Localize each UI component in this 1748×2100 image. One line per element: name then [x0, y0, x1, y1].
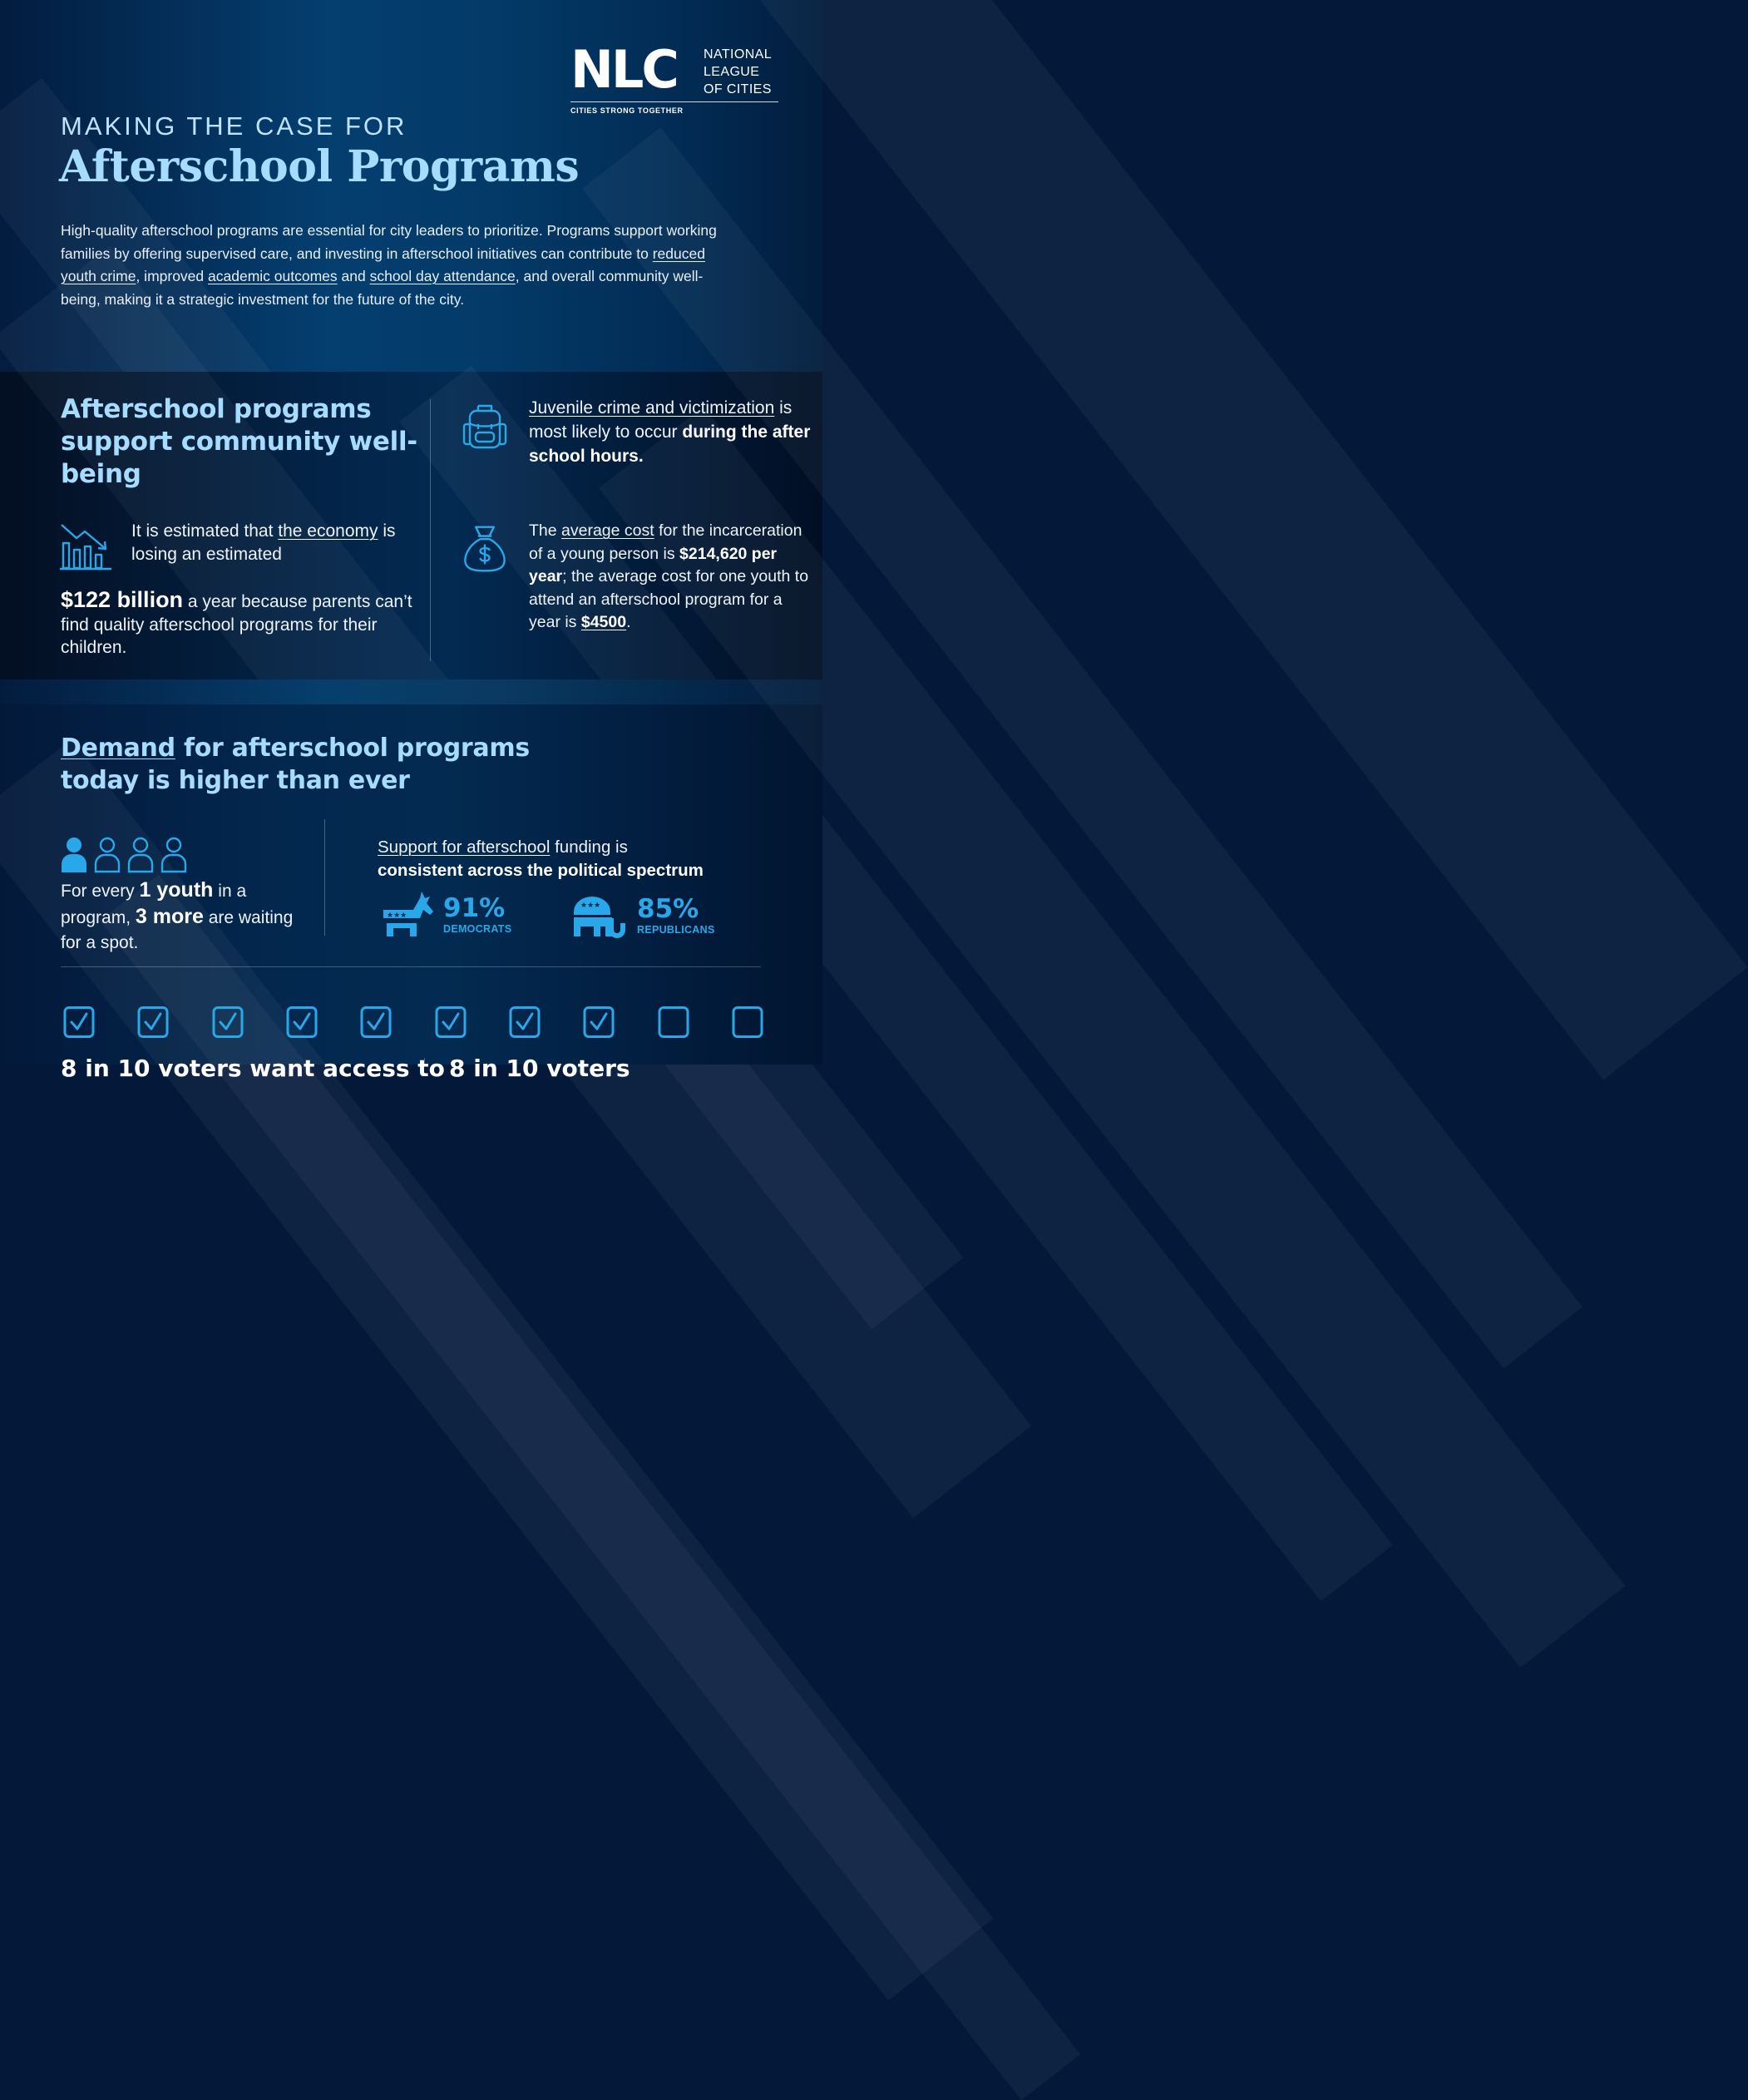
text: is losing an estimated	[131, 521, 396, 564]
logo-tagline: CITIES STRONG TOGETHER	[570, 106, 684, 115]
text: for the incarceration of a young person is	[529, 521, 802, 563]
intro-text: High-quality afterschool programs are essential for city leaders to prioritize. Programs support working families by offering supervised care, and investing in afterschool initiatives can contribute to	[61, 222, 717, 262]
waiting-count: 3 more	[135, 905, 204, 928]
declining-chart-icon	[60, 521, 113, 571]
economy-text	[131, 520, 406, 566]
text: a year because parents can’t find quality afterschool programs for their children.	[61, 592, 412, 657]
crime-text	[529, 396, 812, 468]
checkbox-row	[63, 1006, 763, 1038]
republicans-percent: 85%	[637, 894, 699, 924]
intro-text: and	[337, 268, 370, 284]
democrats-percent: 91%	[443, 893, 506, 923]
heading-text: for afterschool programs today is higher than ever	[61, 734, 530, 795]
party-republicans	[572, 893, 715, 938]
cost-text	[529, 520, 812, 635]
party-democrats	[380, 892, 511, 938]
text: is most likely to occur	[529, 398, 793, 442]
checked-box-icon	[509, 1006, 541, 1038]
logo-rule	[570, 101, 778, 102]
hero-eyebrow: MAKING THE CASE FOR	[61, 111, 407, 141]
section1-divider	[430, 399, 431, 661]
empty-box-icon	[658, 1006, 689, 1038]
youth-count: 1 youth	[139, 878, 214, 902]
link-the-economy[interactable]: the economy	[278, 521, 378, 541]
checked-box-icon	[137, 1006, 169, 1038]
text: in a program,	[61, 882, 247, 927]
person-outline-icon	[160, 836, 188, 874]
crime-bold: during the after school hours.	[529, 422, 811, 466]
text: are waiting for a spot.	[61, 908, 294, 952]
donkey-icon	[380, 892, 438, 938]
link-average-cost[interactable]: average cost	[561, 521, 654, 540]
divider-strip	[0, 679, 822, 704]
checked-box-icon	[286, 1006, 318, 1038]
republicans-label: REPUBLICANS	[637, 924, 715, 936]
text: .	[626, 613, 631, 631]
logo-word: OF CITIES	[704, 82, 772, 96]
logo-mark: NLC	[570, 39, 677, 100]
link-reduced-youth-crime[interactable]: reduced youth crime	[61, 245, 705, 284]
link-juvenile-crime[interactable]: Juvenile crime and victimization	[529, 398, 775, 418]
checked-box-icon	[435, 1006, 467, 1038]
infographic-page	[0, 0, 822, 1082]
incarceration-cost: $214,620 per year	[529, 544, 778, 586]
person-outline-icon	[126, 836, 155, 874]
elephant-icon	[572, 893, 627, 938]
svg-text:★★★: ★★★	[580, 902, 601, 910]
intro-text: , improved	[136, 268, 209, 284]
section2-horizontal-divider	[61, 966, 761, 967]
link-school-day-attendance[interactable]: school day attendance	[369, 268, 516, 284]
people-icons	[60, 836, 188, 874]
backpack-icon	[460, 401, 510, 451]
afterschool-cost-link[interactable]: $4500	[580, 613, 627, 631]
link-demand[interactable]: Demand	[61, 734, 175, 763]
nlc-logo	[570, 39, 778, 118]
intro-paragraph	[61, 220, 726, 311]
economy-amount: $122 billion	[61, 587, 184, 612]
support-text	[378, 836, 777, 882]
section2-divider	[324, 819, 325, 936]
waitlist-text	[61, 877, 310, 956]
support-bold: consistent across the political spectrum	[378, 861, 704, 880]
svg-text:★★★: ★★★	[387, 912, 407, 920]
section1-heading: Afterschool programs support community well-being	[61, 394, 417, 489]
cut-off-stat-right: 8 in 10 voters	[449, 1055, 630, 1082]
text: For every	[61, 882, 140, 901]
checked-box-icon	[360, 1006, 392, 1038]
person-outline-icon	[93, 836, 121, 874]
link-support-for-afterschool[interactable]: Support for afterschool	[378, 838, 551, 857]
person-filled-icon	[60, 836, 88, 874]
link-academic-outcomes[interactable]: academic outcomes	[208, 268, 338, 284]
section2-heading	[61, 732, 610, 797]
text: ; the average cost for one youth to attend an afterschool program for a year is	[529, 567, 809, 631]
text: It is estimated that	[131, 521, 279, 541]
cut-off-stat-left: 8 in 10 voters want access to	[61, 1055, 445, 1082]
checked-box-icon	[212, 1006, 244, 1038]
page-title: Afterschool Programs	[59, 141, 580, 192]
logo-word: NATIONAL	[704, 47, 773, 62]
economy-text-continued	[61, 589, 427, 660]
bottom-divider	[424, 1058, 425, 1065]
checked-box-icon	[63, 1006, 95, 1038]
democrats-label: DEMOCRATS	[443, 923, 512, 935]
checked-box-icon	[583, 1006, 615, 1038]
logo-words	[704, 46, 772, 98]
text: funding is	[550, 838, 628, 857]
text: The	[529, 521, 562, 540]
logo-word: LEAGUE	[704, 65, 760, 79]
money-bag-icon	[460, 524, 510, 574]
intro-text: , and overall community well-being, making it a strategic investment for the future of the city.	[61, 268, 704, 308]
empty-box-icon	[732, 1006, 763, 1038]
